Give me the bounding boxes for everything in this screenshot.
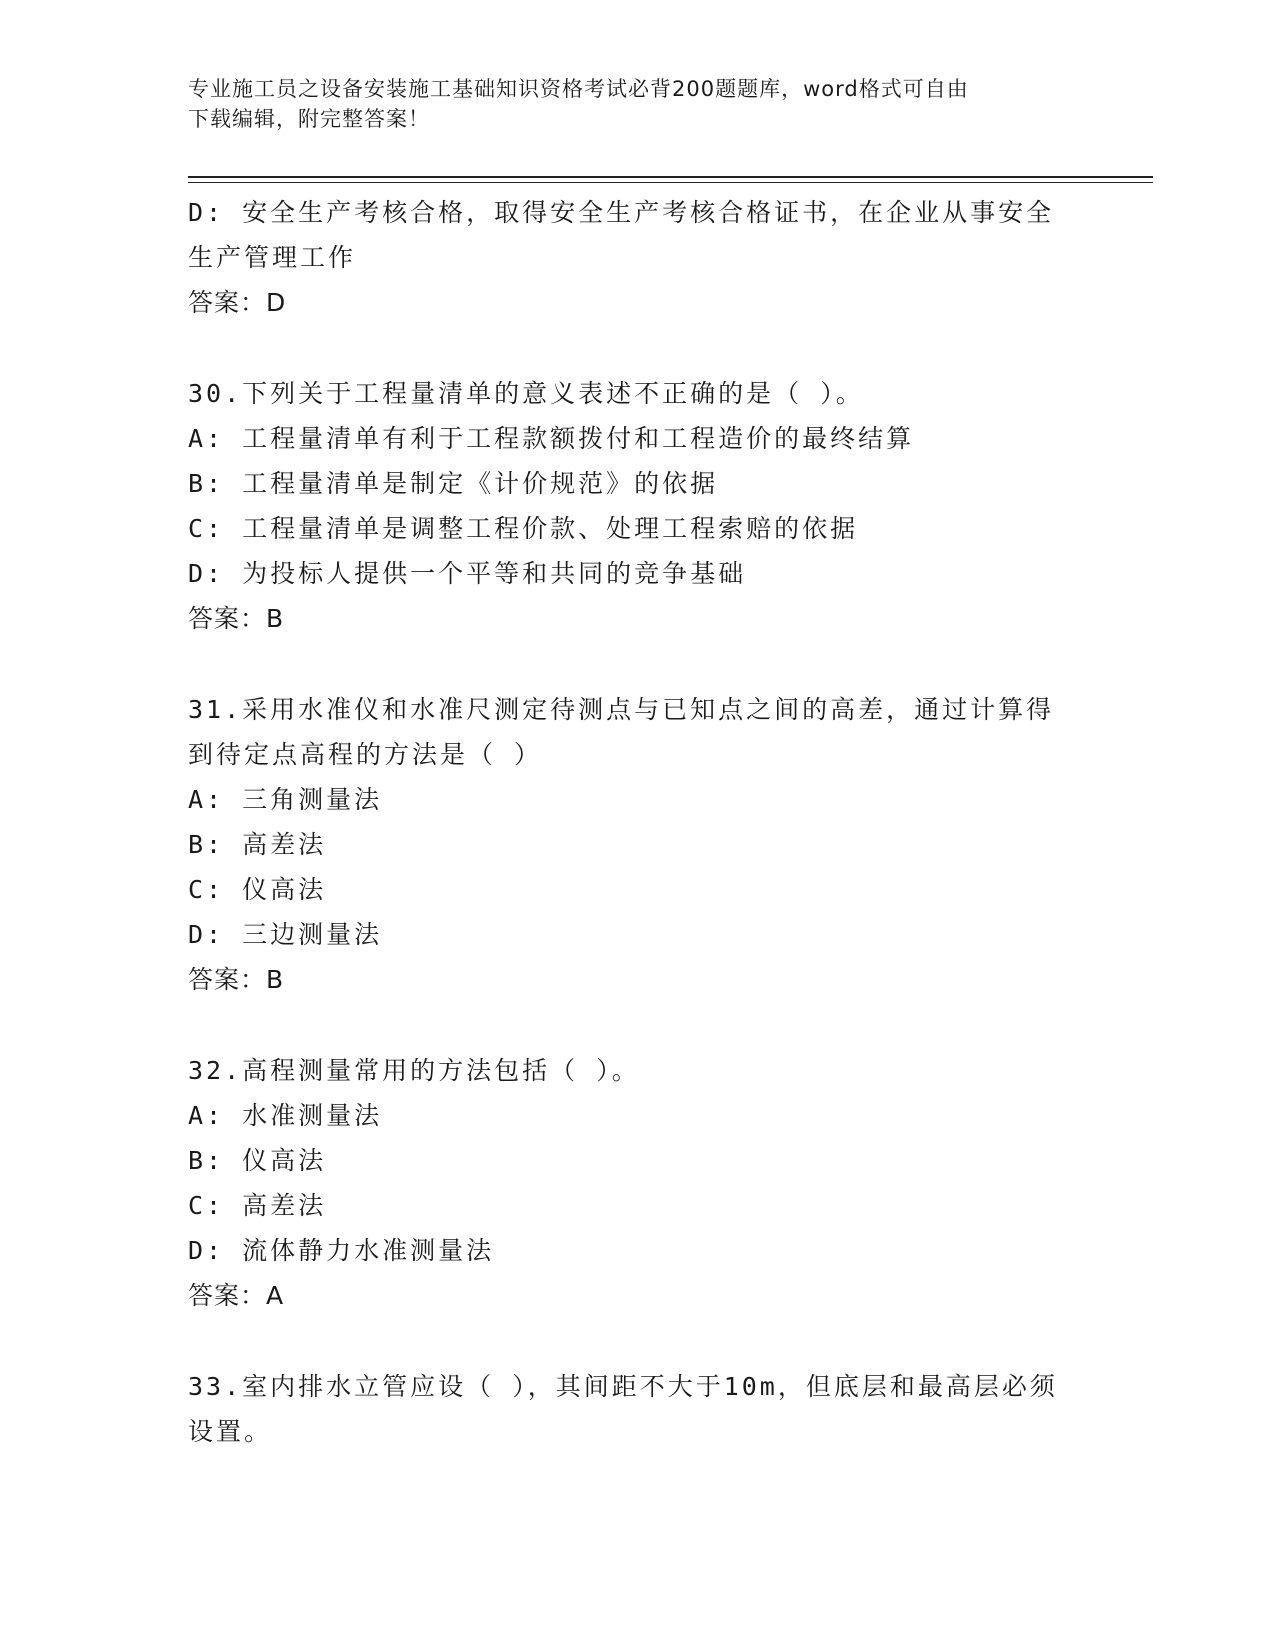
answer: 答案：A <box>188 1281 285 1310</box>
option-d: D: 流体静力水准测量法 <box>188 1236 495 1265</box>
option-c: C: 高差法 <box>188 1191 327 1220</box>
question-29-continued <box>188 190 1088 325</box>
option-d-line-2: 生产管理工作 <box>188 243 357 272</box>
question-31 <box>188 687 1088 1002</box>
option-a: A: 三角测量法 <box>188 785 383 814</box>
question-33 <box>188 1364 1088 1454</box>
answer: 答案：B <box>188 965 285 994</box>
page-header <box>188 74 1068 134</box>
header-title-line-1: 专业施工员之设备安装施工基础知识资格考试必背200题题库，word格式可自由 <box>188 77 969 101</box>
question-stem: 32.高程测量常用的方法包括（ ）。 <box>188 1056 640 1085</box>
answer: 答案：B <box>188 604 285 633</box>
header-title-line-2: 下载编辑，附完整答案！ <box>188 107 430 131</box>
option-a: A: 水准测量法 <box>188 1101 383 1130</box>
question-30 <box>188 371 1088 641</box>
question-stem: 30.下列关于工程量清单的意义表述不正确的是（ ）。 <box>188 379 864 408</box>
option-c: C: 仪高法 <box>188 875 327 904</box>
question-stem-line-2: 到待定点高程的方法是（ ） <box>188 740 543 769</box>
option-b: B: 高差法 <box>188 830 327 859</box>
option-d-line-1: D: 安全生产考核合格，取得安全生产考核合格证书，在企业从事安全 <box>188 198 1055 227</box>
option-d: D: 三边测量法 <box>188 920 383 949</box>
option-b: B: 工程量清单是制定《计价规范》的依据 <box>188 469 719 498</box>
option-a: A: 工程量清单有利于工程款额拨付和工程造价的最终结算 <box>188 424 915 453</box>
header-rule-thick <box>188 176 1153 178</box>
question-32 <box>188 1048 1088 1318</box>
option-d: D: 为投标人提供一个平等和共同的竞争基础 <box>188 559 747 588</box>
option-c: C: 工程量清单是调整工程价款、处理工程索赔的依据 <box>188 514 859 543</box>
question-stem-line-1: 33.室内排水立管应设（ ），其间距不大于10m，但底层和最高层必须 <box>188 1372 1058 1401</box>
question-stem-line-2: 设置。 <box>188 1417 273 1446</box>
answer: 答案：D <box>188 288 287 317</box>
question-stem-line-1: 31.采用水准仪和水准尺测定待测点与已知点之间的高差，通过计算得 <box>188 695 1055 724</box>
option-b: B: 仪高法 <box>188 1146 327 1175</box>
document-body <box>188 190 1088 1454</box>
header-rule-thin <box>188 182 1153 183</box>
